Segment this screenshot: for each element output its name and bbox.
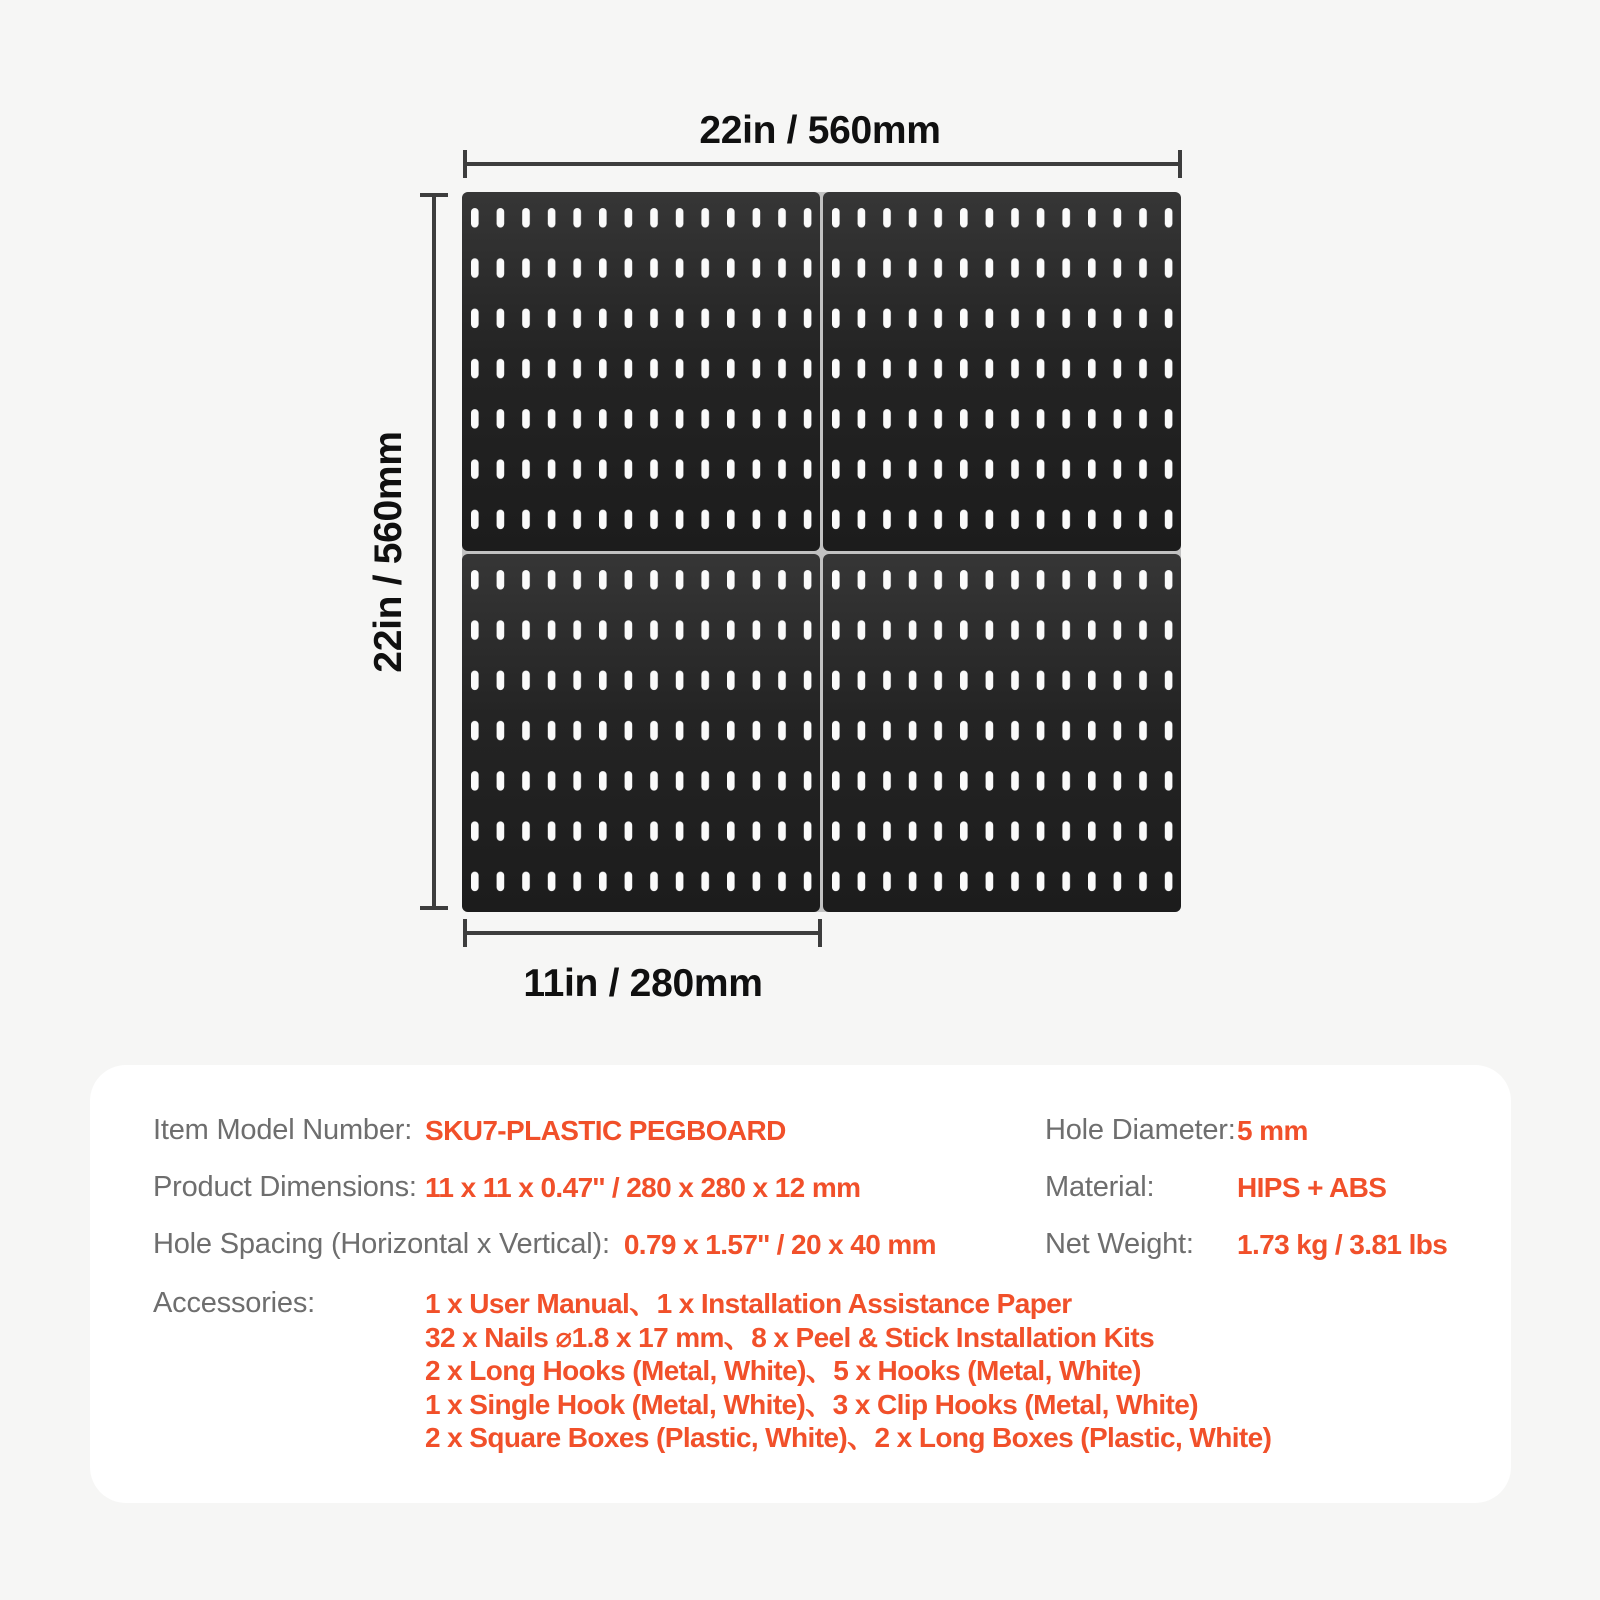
spec-card	[90, 1065, 1511, 1503]
spec-row-hole-diameter	[1045, 1102, 1447, 1159]
slot-pattern	[462, 192, 820, 551]
spec-row-material	[1045, 1159, 1447, 1216]
dimension-tick	[463, 919, 467, 947]
pegboard-panel	[823, 554, 1181, 913]
accessory-line: 2 x Square Boxes (Plastic, White)、2 x Long Boxes (Plastic, White)	[425, 1422, 1272, 1453]
spec-label: Material:	[1045, 1171, 1155, 1203]
dimension-tick	[420, 193, 448, 197]
spec-value: 11 x 11 x 0.47'' / 280 x 280 x 12 mm	[425, 1171, 861, 1203]
top-width-dimension-line	[463, 162, 1182, 166]
accessory-line: 2 x Long Hooks (Metal, White)、5 x Hooks (Metal, White)	[425, 1355, 1141, 1386]
top-width-label: 22in / 560mm	[699, 109, 941, 152]
spec-label: Net Weight:	[1045, 1228, 1194, 1260]
dimension-tick	[818, 919, 822, 947]
pegboard	[462, 192, 1181, 912]
spec-row-accessories	[153, 1287, 1271, 1455]
accessory-line: 1 x User Manual、1 x Installation Assistance Paper	[425, 1288, 1072, 1319]
pegboard-panel	[462, 554, 820, 913]
spec-value: 1.73 kg / 3.81 lbs	[1237, 1228, 1448, 1260]
spec-label: Hole Spacing (Horizontal x Vertical):	[153, 1228, 610, 1260]
panel-width-dimension-line	[463, 931, 822, 935]
pegboard-panel	[823, 192, 1181, 551]
spec-right-column	[1045, 1102, 1447, 1273]
spec-value: 5 mm	[1237, 1114, 1308, 1146]
dimension-tick	[420, 906, 448, 910]
spec-label: Product Dimensions:	[153, 1171, 417, 1203]
dimension-tick	[463, 150, 467, 178]
spec-value: SKU7-PLASTIC PEGBOARD	[425, 1114, 786, 1146]
slot-pattern	[823, 192, 1181, 551]
spec-value: 0.79 x 1.57'' / 20 x 40 mm	[623, 1228, 936, 1260]
spec-label: Hole Diameter:	[1045, 1114, 1236, 1146]
panel-width-label: 11in / 280mm	[523, 962, 763, 1005]
spec-value: HIPS + ABS	[1237, 1171, 1387, 1203]
spec-label: Accessories:	[153, 1287, 315, 1319]
accessories-lines	[425, 1287, 1271, 1455]
slot-pattern	[823, 554, 1181, 913]
pegboard-panel	[462, 192, 820, 551]
side-height-label: 22in / 560mm	[367, 431, 410, 673]
spec-row-net-weight	[1045, 1216, 1447, 1273]
spec-label: Item Model Number:	[153, 1114, 413, 1146]
accessory-line: 1 x Single Hook (Metal, White)、3 x Clip Hooks (Metal, White)	[425, 1388, 1198, 1420]
accessory-line: 32 x Nails ⌀1.8 x 17 mm、8 x Peel & Stick Installation Kits	[425, 1321, 1155, 1353]
slot-pattern	[462, 554, 820, 913]
side-height-dimension-line	[432, 193, 436, 910]
dimension-tick	[1178, 150, 1182, 178]
